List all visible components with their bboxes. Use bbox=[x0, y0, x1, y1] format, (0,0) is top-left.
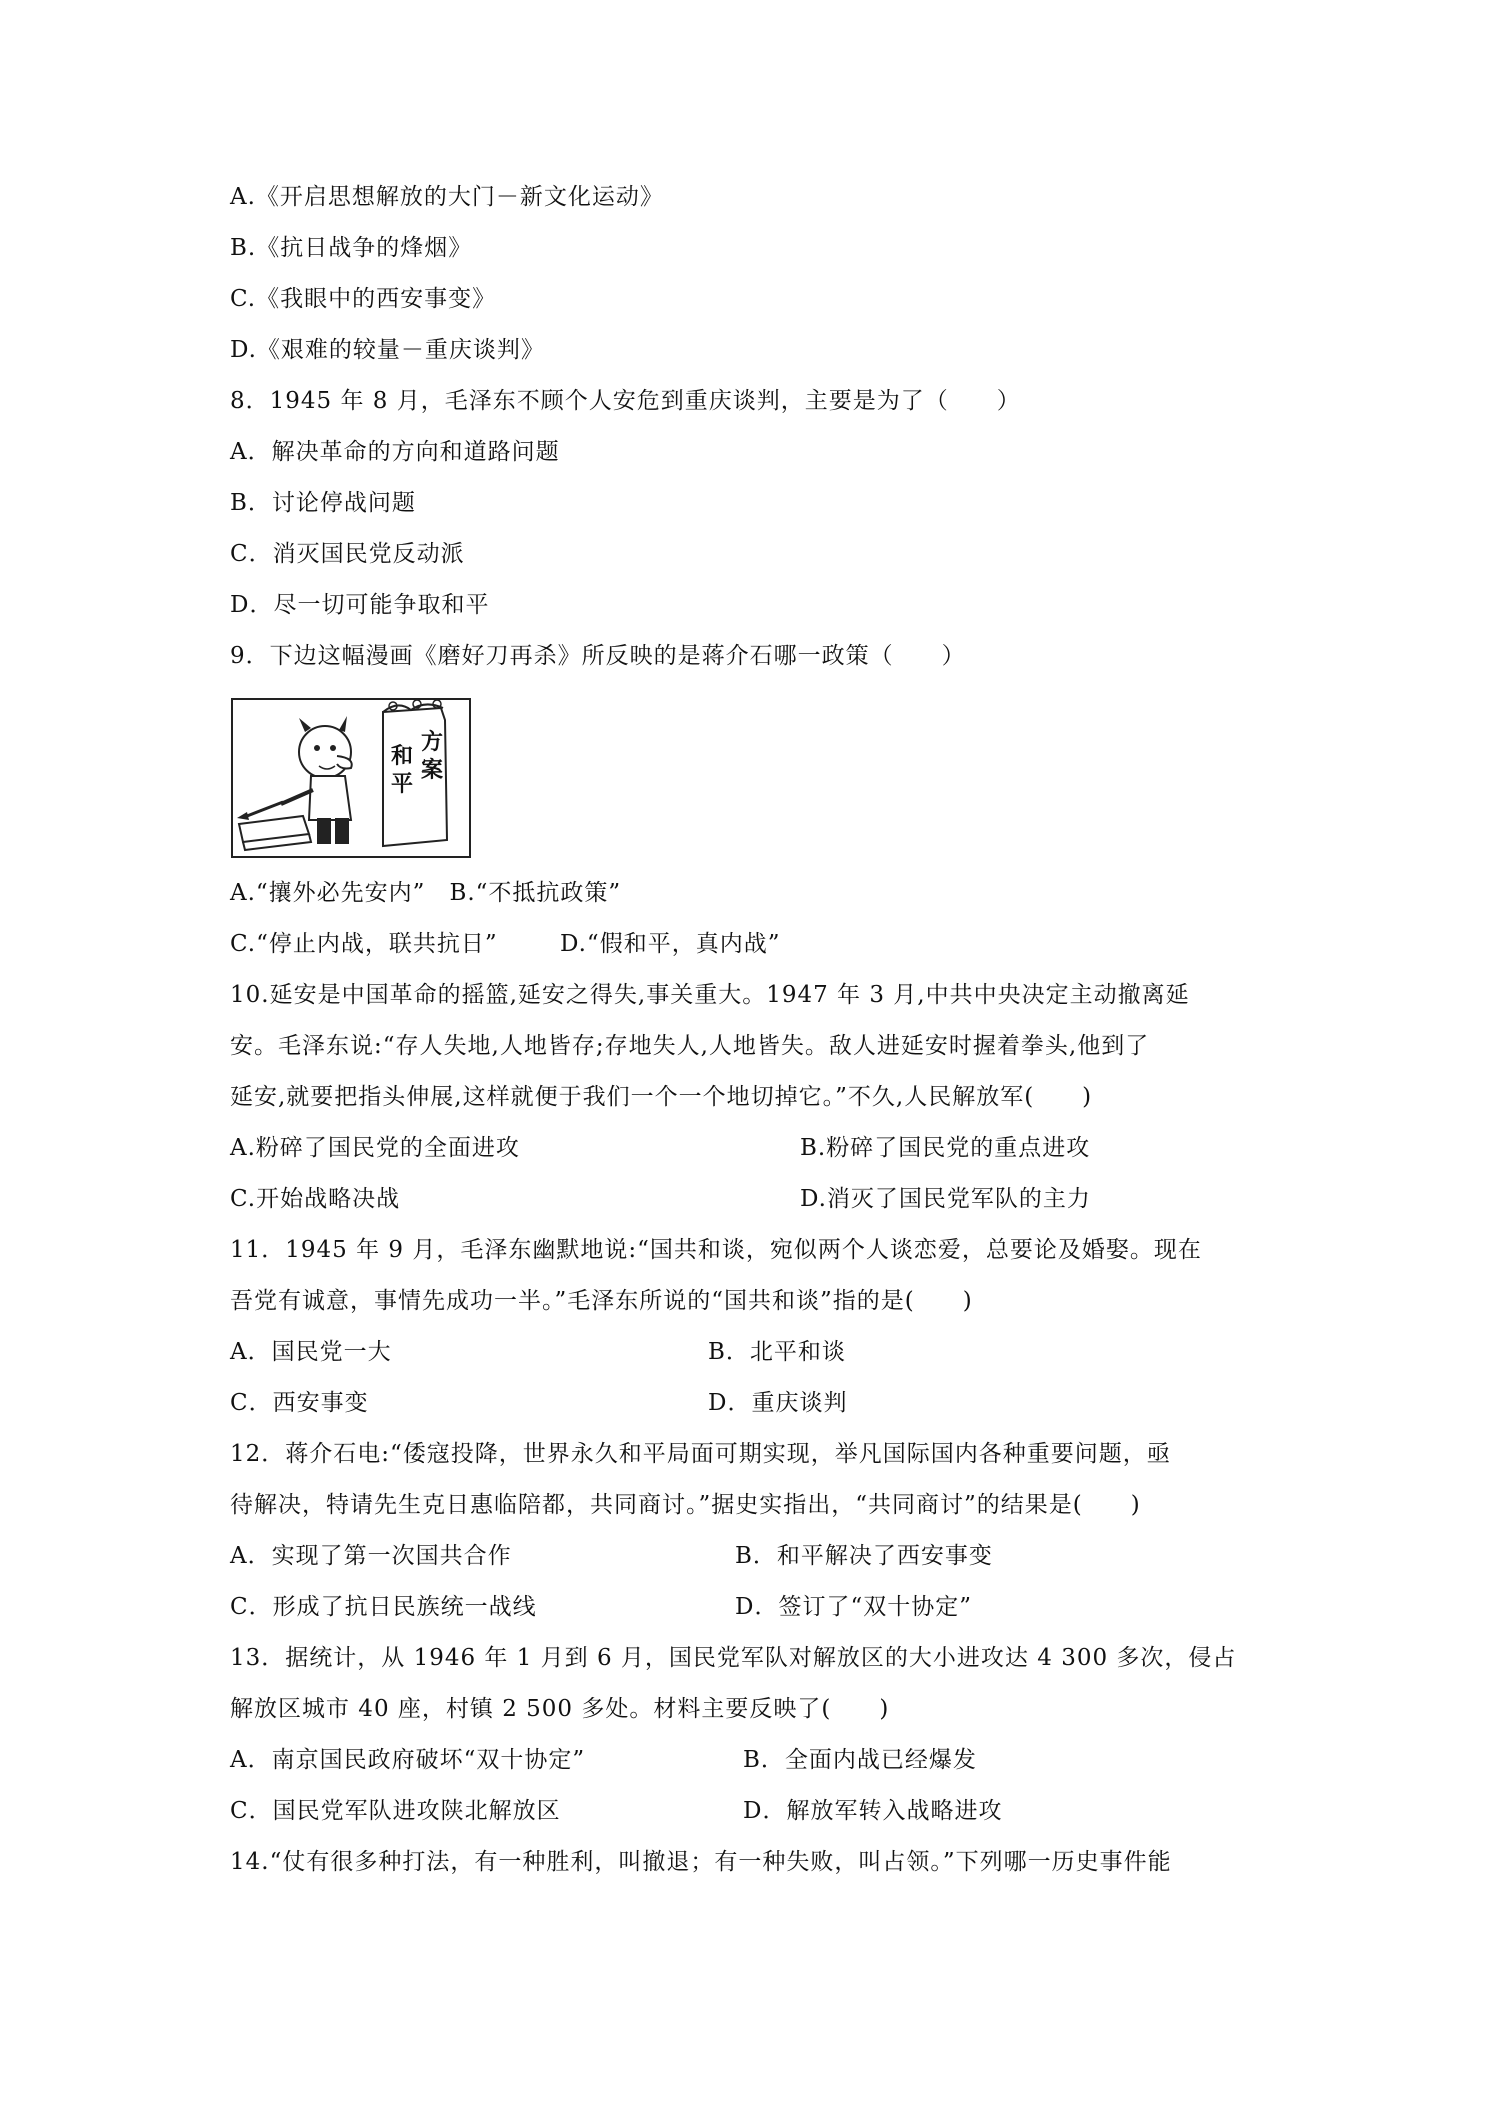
q7-option-c: C.《我眼中的西安事变》 bbox=[230, 286, 497, 312]
q14-stem-line1: 14.“仗有很多种打法，有一种胜利，叫撤退；有一种失败，叫占领。”下列哪一历史事件能 bbox=[230, 1849, 1172, 1875]
q8-option-a: A．解决革命的方向和道路问题 bbox=[230, 439, 560, 465]
q8-option-c: C．消灭国民党反动派 bbox=[230, 541, 465, 567]
cartoon-sign-right-text: 方案 bbox=[421, 729, 444, 783]
q11-stem-line2: 吾党有诚意，事情先成功一半。”毛泽东所说的“国共和谈”指的是( ) bbox=[230, 1288, 973, 1314]
q13-option-b: B．全面内战已经爆发 bbox=[743, 1747, 977, 1773]
q8-stem: 8．1945 年 8 月，毛泽东不顾个人安危到重庆谈判，主要是为了（ ） bbox=[230, 388, 1021, 414]
q8-option-b: B．讨论停战问题 bbox=[230, 490, 416, 516]
q10-option-c: C.开始战略决战 bbox=[230, 1186, 401, 1212]
q7-option-d: D.《艰难的较量－重庆谈判》 bbox=[230, 337, 545, 363]
q11-option-a: A．国民党一大 bbox=[230, 1339, 392, 1365]
q13-option-d: D．解放军转入战略进攻 bbox=[743, 1798, 1003, 1824]
q8-option-d: D．尽一切可能争取和平 bbox=[230, 592, 490, 618]
q12-option-b: B．和平解决了西安事变 bbox=[735, 1543, 993, 1569]
q12-stem-line2: 待解决，特请先生克日惠临陪都，共同商讨。”据史实指出，“共同商讨”的结果是( ) bbox=[230, 1492, 1141, 1518]
q12-option-a: A．实现了第一次国共合作 bbox=[230, 1543, 512, 1569]
q7-option-b: B.《抗日战争的烽烟》 bbox=[230, 235, 473, 261]
q10-stem-line2: 安。毛泽东说:“存人失地,人地皆存;存地失人,人地皆失。敌人进延安时握着拳头,他到了 bbox=[230, 1033, 1150, 1059]
q11-stem-line1: 11．1945 年 9 月，毛泽东幽默地说:“国共和谈，宛似两个人谈恋爱，总要论及婚娶。现在 bbox=[230, 1237, 1202, 1263]
q9-option-c: C.“停止内战，联共抗日” bbox=[230, 931, 498, 957]
q9-options-ab: A.“攘外必先安内” B.“不抵抗政策” bbox=[230, 880, 622, 906]
cartoon-image bbox=[231, 698, 471, 858]
q9-stem: 9．下边这幅漫画《磨好刀再杀》所反映的是蒋介石哪一政策（ ） bbox=[230, 643, 966, 669]
q10-option-b: B.粉碎了国民党的重点进攻 bbox=[800, 1135, 1091, 1161]
q10-stem-line1: 10.延安是中国革命的摇篮,延安之得失,事关重大。1947 年 3 月,中共中央决定主动撤离延 bbox=[230, 982, 1190, 1008]
q13-option-a: A．南京国民政府破坏“双十协定” bbox=[230, 1747, 586, 1773]
q11-option-b: B．北平和谈 bbox=[708, 1339, 846, 1365]
q13-stem-line2: 解放区城市 40 座，村镇 2 500 多处。材料主要反映了( ) bbox=[230, 1696, 890, 1722]
q9-option-d: D.“假和平，真内战” bbox=[560, 931, 781, 957]
q12-option-d: D．签订了“双十协定” bbox=[735, 1594, 972, 1620]
q11-option-c: C．西安事变 bbox=[230, 1390, 369, 1416]
q13-option-c: C．国民党军队进攻陕北解放区 bbox=[230, 1798, 561, 1824]
q7-option-a: A.《开启思想解放的大门－新文化运动》 bbox=[230, 184, 664, 210]
q12-option-c: C．形成了抗日民族统一战线 bbox=[230, 1594, 537, 1620]
cartoon-sign-left-text: 和平 bbox=[391, 743, 414, 797]
q13-stem-line1: 13．据统计，从 1946 年 1 月到 6 月，国民党军队对解放区的大小进攻达 4 300 多次，侵占 bbox=[230, 1645, 1237, 1671]
q12-stem-line1: 12．蒋介石电:“倭寇投降，世界永久和平局面可期实现，举凡国际国内各种重要问题，亟 bbox=[230, 1441, 1171, 1467]
q11-option-d: D．重庆谈判 bbox=[708, 1390, 848, 1416]
q10-option-d: D.消灭了国民党军队的主力 bbox=[800, 1186, 1091, 1212]
q10-stem-line3: 延安,就要把指头伸展,这样就便于我们一个一个地切掉它。”不久,人民解放军( ) bbox=[230, 1084, 1093, 1110]
q10-option-a: A.粉碎了国民党的全面进攻 bbox=[230, 1135, 520, 1161]
